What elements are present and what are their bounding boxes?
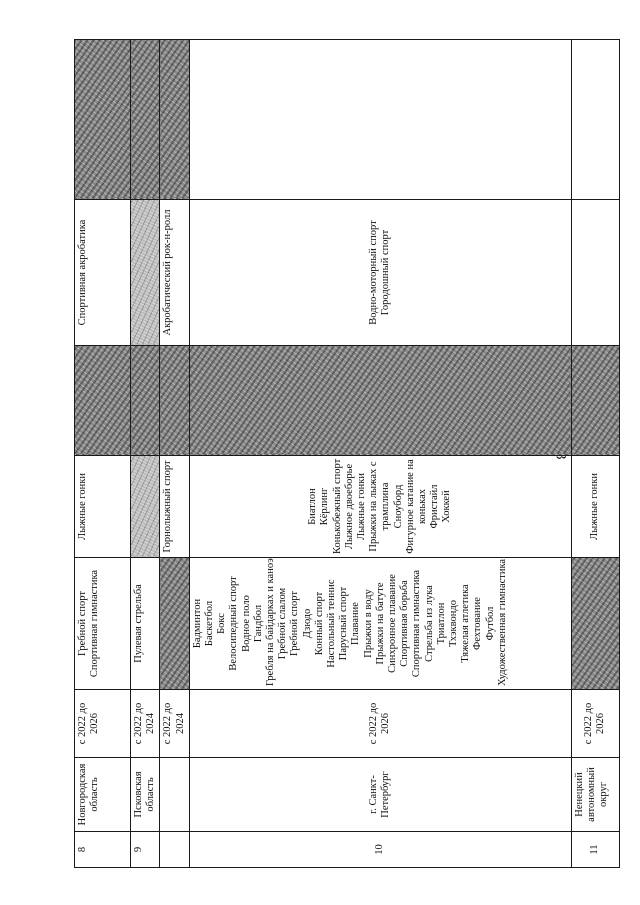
row-number: 9	[131, 832, 160, 868]
empty-cell	[131, 200, 160, 346]
region-cell: Ненецкий автономный округ	[571, 758, 619, 832]
region-cell: Псковская область	[131, 758, 160, 832]
empty-cell	[131, 346, 160, 456]
row-number	[160, 832, 189, 868]
empty-cell	[131, 456, 160, 558]
row-number: 10	[189, 832, 571, 868]
empty-cell	[571, 558, 619, 690]
period-cell: с 2022 до 2024	[131, 690, 160, 758]
region-cell: г. Санкт-Петербург	[189, 758, 571, 832]
empty-cell	[189, 40, 571, 200]
other-sports-cell: Водно-моторный спорт Городошный спорт	[189, 200, 571, 346]
other-sports-cell: Акробатический рок-н-ролл	[160, 200, 189, 346]
empty-cell	[160, 346, 189, 456]
row-number: 11	[571, 832, 619, 868]
period-cell: с 2022 до 2026	[571, 690, 619, 758]
table-row	[75, 40, 131, 868]
region-cell	[160, 758, 189, 832]
table-row	[160, 40, 189, 868]
rotated-table-sheet	[74, 40, 610, 868]
empty-cell	[189, 346, 571, 456]
empty-cell	[571, 200, 619, 346]
winter-sports-cell: Биатлон Кёрлинг Конькобежный спорт Лыжное двоеборье Лыжные гонки Прыжки на лыжах с трамплина Сноуборд Фигурное катание на коньках Фристайл Хоккей	[189, 456, 571, 558]
empty-cell	[160, 40, 189, 200]
empty-cell	[571, 346, 619, 456]
period-cell: с 2022 до 2024	[160, 690, 189, 758]
row-number: 8	[75, 832, 131, 868]
empty-cell	[160, 558, 189, 690]
sports-table	[74, 39, 620, 868]
table-row	[571, 40, 619, 868]
summer-sports-cell: Гребной спорт Спортивная гимнастика	[75, 558, 131, 690]
empty-cell	[75, 346, 131, 456]
summer-sports-cell: Пулевая стрельба	[131, 558, 160, 690]
other-sports-cell: Спортивная акробатика	[75, 200, 131, 346]
table-row	[131, 40, 160, 868]
empty-cell	[131, 40, 160, 200]
period-cell: с 2022 до 2026	[75, 690, 131, 758]
summer-sports-cell: Бадминтон Баскетбол Бокс Велосипедный спорт Водное поло Гандбол Гребля на байдарках и каноэ Гребной слалом Гребной спорт Дзюдо Конный спорт Настольный теннис Парусный спорт Плавание Прыжки в воду Прыжки на батуте Синхронное плавание Спортивная борьба Спортивная гимнастика Стрельба из лука Триатлон Тхэквондо Тяжелая атлетика Фехтование Футбол Художественная гимнастика	[189, 558, 571, 690]
table-row	[189, 40, 571, 868]
period-cell: с 2022 до 2026	[189, 690, 571, 758]
region-cell: Новгородская область	[75, 758, 131, 832]
empty-cell	[571, 40, 619, 200]
winter-sports-cell: Лыжные гонки	[75, 456, 131, 558]
empty-cell	[75, 40, 131, 200]
winter-sports-cell: Горнолыжный спорт	[160, 456, 189, 558]
winter-sports-cell: Лыжные гонки	[571, 456, 619, 558]
